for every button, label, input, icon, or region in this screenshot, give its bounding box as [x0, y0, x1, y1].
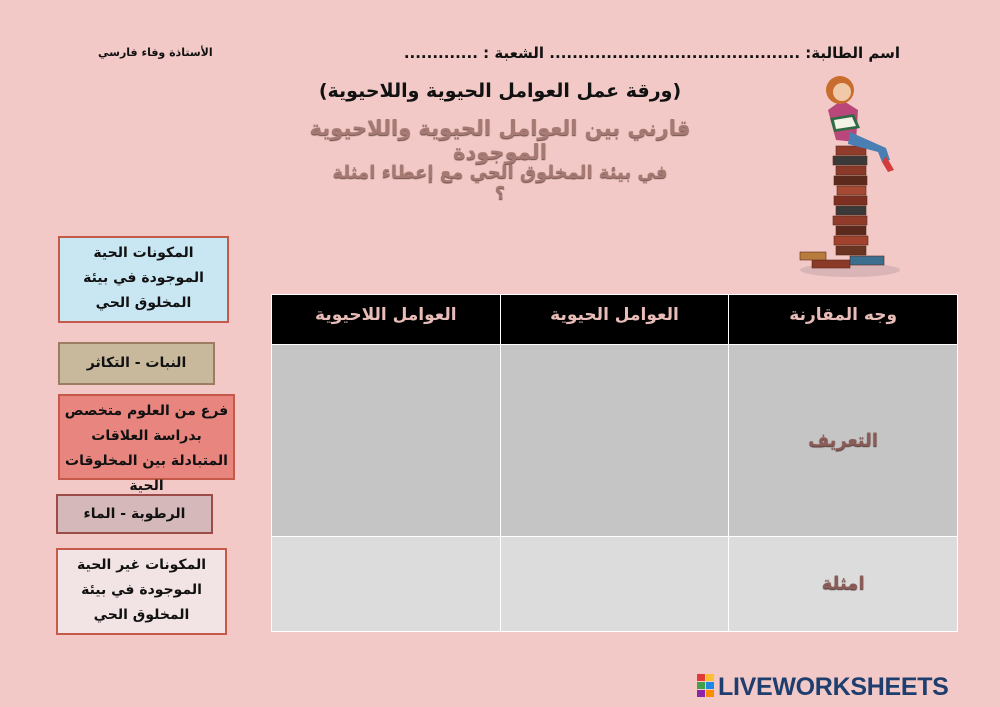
answer-card-nonliving-components[interactable]: المكونات غير الحية الموجودة في بيئة المخلوق الحي [56, 548, 227, 635]
table-header-row [272, 295, 958, 345]
answer-card-moisture-water[interactable]: الرطوبة - الماء [56, 494, 213, 534]
drop-zone-biotic-examples[interactable] [500, 536, 729, 631]
table-row-definition [272, 345, 958, 537]
drop-zone-biotic-definition[interactable] [500, 345, 729, 537]
row-label-examples: امثلة [729, 536, 958, 631]
liveworksheets-logo-text: LIVEWORKSHEETS [718, 673, 949, 701]
header-comparison-aspect: وجه المقارنة [729, 295, 958, 345]
answer-card-living-components[interactable]: المكونات الحية الموجودة في بيئة المخلوق الحي [58, 236, 229, 323]
liveworksheets-logo-icon [697, 674, 715, 698]
answer-card-ecology-definition[interactable]: فرع من العلوم متخصص بدراسة العلاقات المتبادلة بين المخلوقات الحية [58, 394, 235, 480]
table-row-examples [272, 536, 958, 631]
drop-zone-abiotic-definition[interactable] [272, 345, 501, 537]
liveworksheets-logo[interactable] [697, 672, 949, 702]
worksheet-title: (ورقة عمل العوامل الحيوية واللاحيوية) [318, 80, 682, 102]
teacher-name: الأستاذة وفاء فارسي [98, 46, 213, 59]
header-biotic-factors: العوامل الحيوية [500, 295, 729, 345]
header-abiotic-factors: العوامل اللاحيوية [272, 295, 501, 345]
question-line-1: قارني بين العوامل الحيوية واللاحيوية الموجودة [309, 116, 691, 164]
student-name-section-line: اسم الطالبة: ............................................ الشعبة : ............. [403, 44, 900, 62]
comparison-table [271, 294, 958, 632]
answer-card-plant-reproduction[interactable]: النبات - التكاثر [58, 342, 215, 385]
girl-reading-on-books-icon [790, 70, 910, 284]
question-line-2: في بيئة المخلوق الحي مع إعطاء امثلة ؟ [332, 162, 668, 204]
row-label-definition: التعريف [729, 345, 958, 537]
drop-zone-abiotic-examples[interactable] [272, 536, 501, 631]
